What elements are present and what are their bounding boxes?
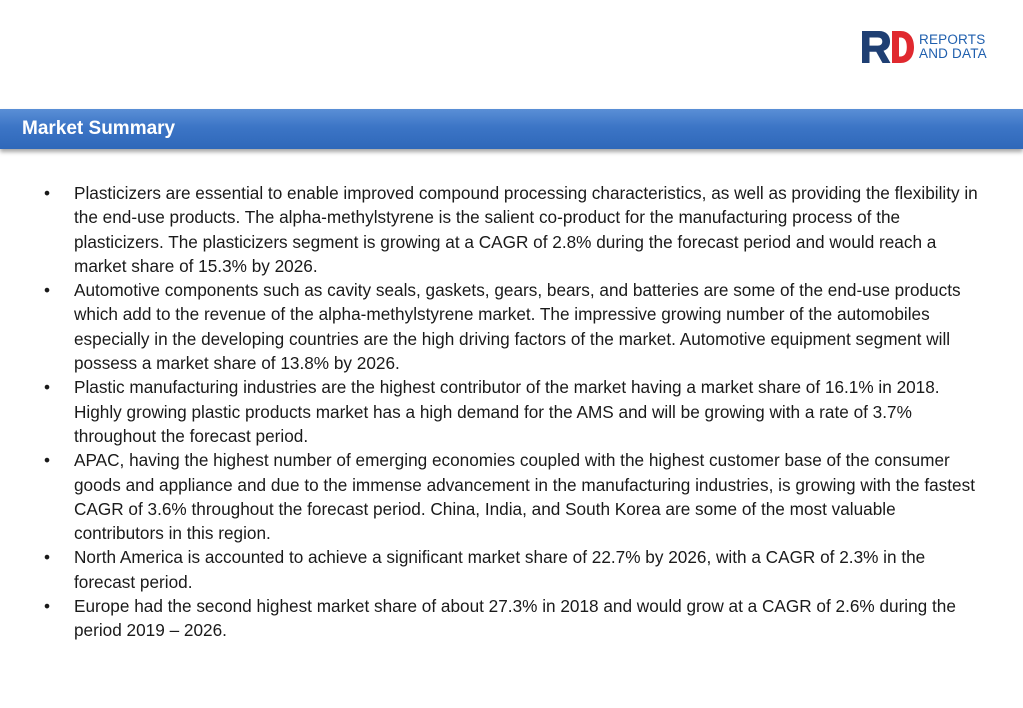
company-logo — [862, 30, 987, 64]
bullet-marker: • — [44, 377, 51, 398]
bullet-marker: • — [44, 183, 51, 203]
logo-text-line2: AND DATA — [919, 46, 987, 61]
logo-wordmark — [919, 33, 987, 61]
section-title: Market Summary — [22, 118, 176, 139]
section-header-bar — [0, 109, 1023, 149]
list-item — [0, 181, 1023, 278]
list-item-text: Automotive components such as cavity seals, gaskets, gears, bears, and batteries are some of the end-use products which add to the revenue of the alpha-methylstyrene market. The impressive growing number of the automobiles especially in the developing countries are the high driving factors of the market. Automotive equipment segment will possess a market share of 13.8% by 2026. — [74, 280, 961, 374]
reports-and-data-logo-icon — [862, 30, 914, 64]
bullet-marker: • — [44, 450, 51, 471]
bullet-marker: • — [44, 547, 51, 568]
bullet-marker: • — [44, 596, 51, 617]
list-item-text: Europe had the second highest market share of about 27.3% in 2018 and would grow at a CAGR of 2.6% during the period 2019 – 2026. — [74, 596, 956, 641]
list-item — [0, 594, 1023, 643]
list-item-text: Plastic manufacturing industries are the highest contributor of the market having a market share of 16.1% in 2018. Highly growing plastic products market has a high demand for the AMS and will be growing with a rate of 3.7% throughout the forecast period. — [74, 377, 940, 446]
list-item-text: North America is accounted to achieve a significant market share of 22.7% by 2026, with a CAGR of 2.3% in the forecast period. — [74, 547, 926, 592]
list-item-text: APAC, having the highest number of emerging economies coupled with the highest customer base of the consumer goods and appliance and due to the immense advancement in the manufacturing industries, is growing with the fastest CAGR of 3.6% throughout the forecast period. China, India, and South Korea are some of the most valuable contributors in this region. — [74, 450, 975, 544]
list-item — [0, 448, 1023, 545]
summary-bullet-list — [0, 181, 1023, 643]
list-item — [0, 278, 1023, 375]
bullet-marker: • — [44, 280, 51, 301]
logo-text-line1: REPORTS — [919, 32, 986, 47]
list-item — [0, 545, 1023, 594]
list-item — [0, 375, 1023, 448]
list-item-text: Plasticizers are essential to enable improved compound processing characteristics, as well as providing the flexibility in the end-use products. The alpha-methylstyrene is the salient co-product for the manufacturing process of the plasticizers. The plasticizers segment is growing at a CAGR of 2.8% during the forecast period and would reach a market share of 15.3% by 2026. — [74, 183, 978, 276]
